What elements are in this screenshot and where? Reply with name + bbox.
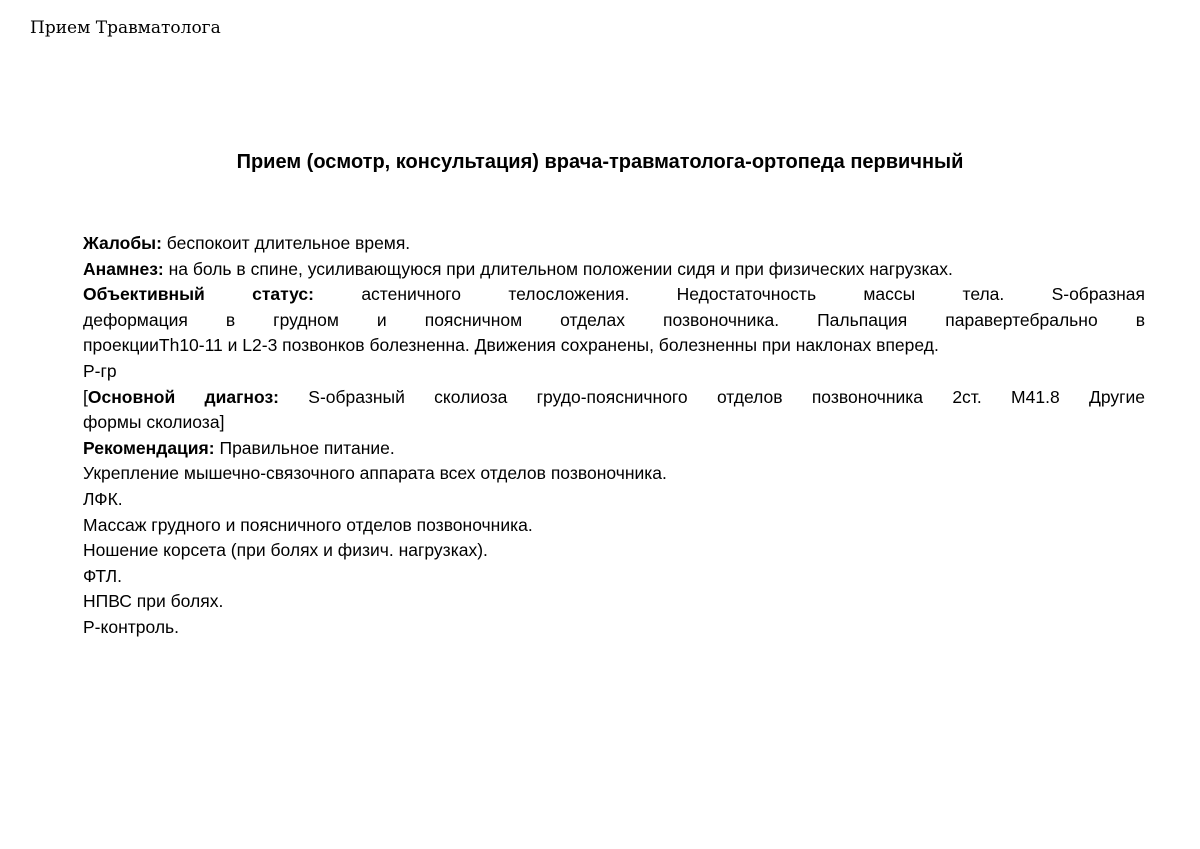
recommendation-item: Массаж грудного и поясничного отделов позвоночника. bbox=[83, 514, 533, 535]
objective-line-2: деформация в грудном и поясничном отделах позвоночника. Пальпация паравертебрально в bbox=[83, 309, 1145, 330]
recommendation-item: Р-контроль. bbox=[83, 616, 180, 637]
objective-line-1 bbox=[83, 282, 1145, 308]
recommendation-item: ЛФК. bbox=[83, 488, 123, 509]
xray-note: Р-гр bbox=[83, 360, 117, 381]
recommendation-item: Ношение корсета (при болях и физич. нагрузках). bbox=[83, 540, 488, 561]
recommendation-line bbox=[83, 436, 1145, 462]
anamnesis-line bbox=[83, 257, 1145, 283]
anamnesis-text: на боль в спине, усиливающуюся при длительном положении сидя и при физических нагрузках. bbox=[168, 258, 953, 279]
diagnosis-line-2: формы сколиоза] bbox=[83, 412, 225, 433]
document-title: Прием (осмотр, консультация) врача-травматолога-ортопеда первичный bbox=[236, 151, 964, 173]
complaints-text: беспокоит длительное время. bbox=[166, 233, 411, 253]
objective-text-1: астеничного телосложения. Недостаточность массы тела. S-образная bbox=[361, 284, 1145, 305]
diagnosis-open-bracket: [ bbox=[83, 386, 88, 407]
recommendation-item: НПВС при болях. bbox=[83, 591, 224, 612]
complaints-line bbox=[83, 231, 1145, 257]
recommendation-label: Рекомендация: bbox=[83, 437, 215, 458]
diagnosis-label: Основной диагноз: bbox=[87, 386, 279, 407]
recommendation-item: ФТЛ. bbox=[83, 565, 122, 586]
diagnosis-text-1: S-образный сколиоза грудо-поясничного отделов позвоночника 2ст. M41.8 Другие bbox=[308, 386, 1145, 407]
anamnesis-label: Анамнез: bbox=[83, 258, 164, 279]
document-header: Прием Травматолога bbox=[30, 18, 221, 38]
recommendation-first: Правильное питание. bbox=[219, 437, 395, 458]
diagnosis-line-1 bbox=[83, 385, 1145, 411]
complaints-label: Жалобы: bbox=[83, 233, 162, 253]
objective-line-3: проекцииTh10-11 и L2-3 позвонков болезненна. Движения сохранены, болезненны при наклонах вперед. bbox=[83, 335, 939, 356]
document-body bbox=[83, 231, 1145, 641]
objective-label: Объективный статус: bbox=[83, 284, 314, 305]
recommendation-item: Укрепление мышечно-связочного аппарата всех отделов позвоночника. bbox=[83, 463, 667, 484]
